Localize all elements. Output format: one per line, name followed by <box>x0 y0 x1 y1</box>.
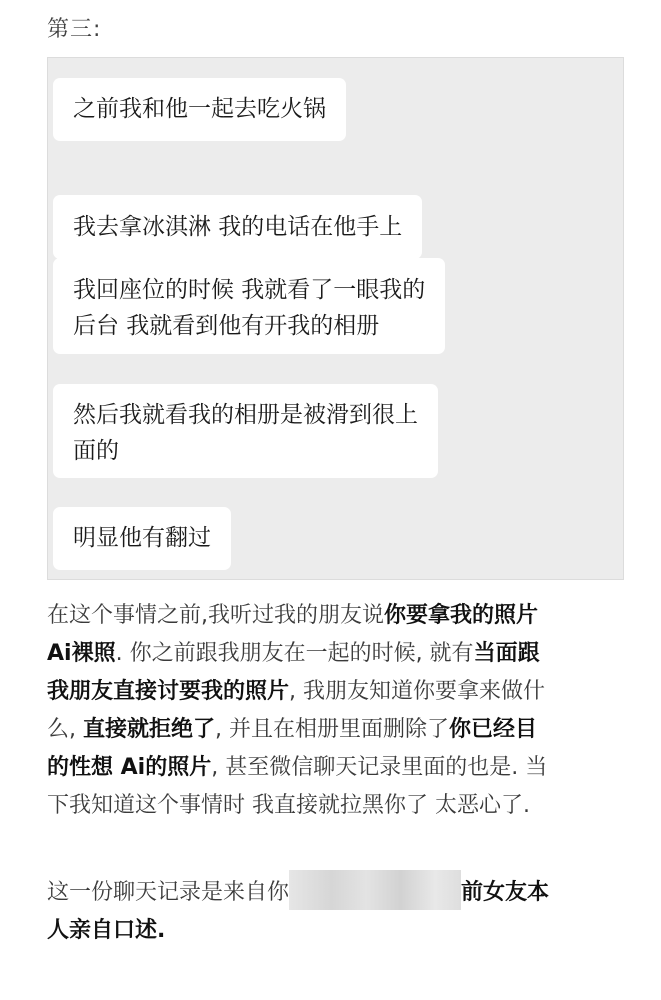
paragraph-line <box>47 711 627 749</box>
chat-screenshot <box>47 57 624 580</box>
text-run: , 甚至微信聊天记录里面的也是. 当 <box>211 755 548 780</box>
section-heading: 第三: <box>47 17 102 42</box>
paragraph-line <box>47 597 627 635</box>
chat-bubble <box>53 195 422 259</box>
text-run: 这一份聊天记录是来自你 <box>47 880 290 905</box>
bold-text-run: 你要拿我的照片 <box>384 603 539 628</box>
text-run: , 并且在相册里面删除了 <box>215 717 450 742</box>
text-run: 下我知道这个事情时 我直接就拉黑你了 太恶心了. <box>47 793 530 818</box>
text-run: 在这个事情之前,我听过我的朋友说 <box>47 603 384 628</box>
chat-bubble-text: 我回座位的时候 我就看了一眼我的 <box>73 277 426 303</box>
bold-text-run: 当面跟 <box>473 641 540 666</box>
chat-bubble-text: 后台 我就看到他有开我的相册 <box>73 313 380 339</box>
text-run: 么, <box>47 717 83 742</box>
paragraph-line <box>47 787 627 825</box>
paragraph-line <box>47 749 627 787</box>
chat-bubble <box>53 78 346 141</box>
body-paragraph <box>47 874 627 950</box>
body-paragraph <box>47 597 627 825</box>
chat-bubble <box>53 384 438 478</box>
bold-text-run: 你已经目 <box>449 717 538 742</box>
bold-text-run: 的性想 Ai的照片 <box>47 755 212 780</box>
bold-text-run: 前女友本 <box>461 880 550 905</box>
paragraph-line <box>47 912 627 950</box>
redacted-blur <box>289 870 461 910</box>
chat-bubble <box>53 258 445 354</box>
bold-text-run: 我朋友直接讨要我的照片 <box>47 679 290 704</box>
chat-bubble-text: 面的 <box>73 438 119 464</box>
bold-text-run: 人亲自口述. <box>47 918 166 943</box>
text-run: , 我朋友知道你要拿来做什 <box>289 679 546 704</box>
chat-bubble <box>53 507 231 570</box>
paragraph-line <box>47 635 627 673</box>
paragraph-line <box>47 874 627 912</box>
chat-bubble-text: 之前我和他一起去吃火锅 <box>73 96 326 122</box>
bold-text-run: 直接就拒绝了 <box>83 717 216 742</box>
chat-bubble-text: 我去拿冰淇淋 我的电话在他手上 <box>73 214 403 240</box>
bold-text-run: Ai裸照 <box>47 641 116 666</box>
chat-bubble-text: 然后我就看我的相册是被滑到很上 <box>73 402 418 428</box>
paragraph-line <box>47 673 627 711</box>
chat-bubble-text: 明显他有翻过 <box>73 525 211 551</box>
text-run: . 你之前跟我朋友在一起的时候, 就有 <box>115 641 474 666</box>
